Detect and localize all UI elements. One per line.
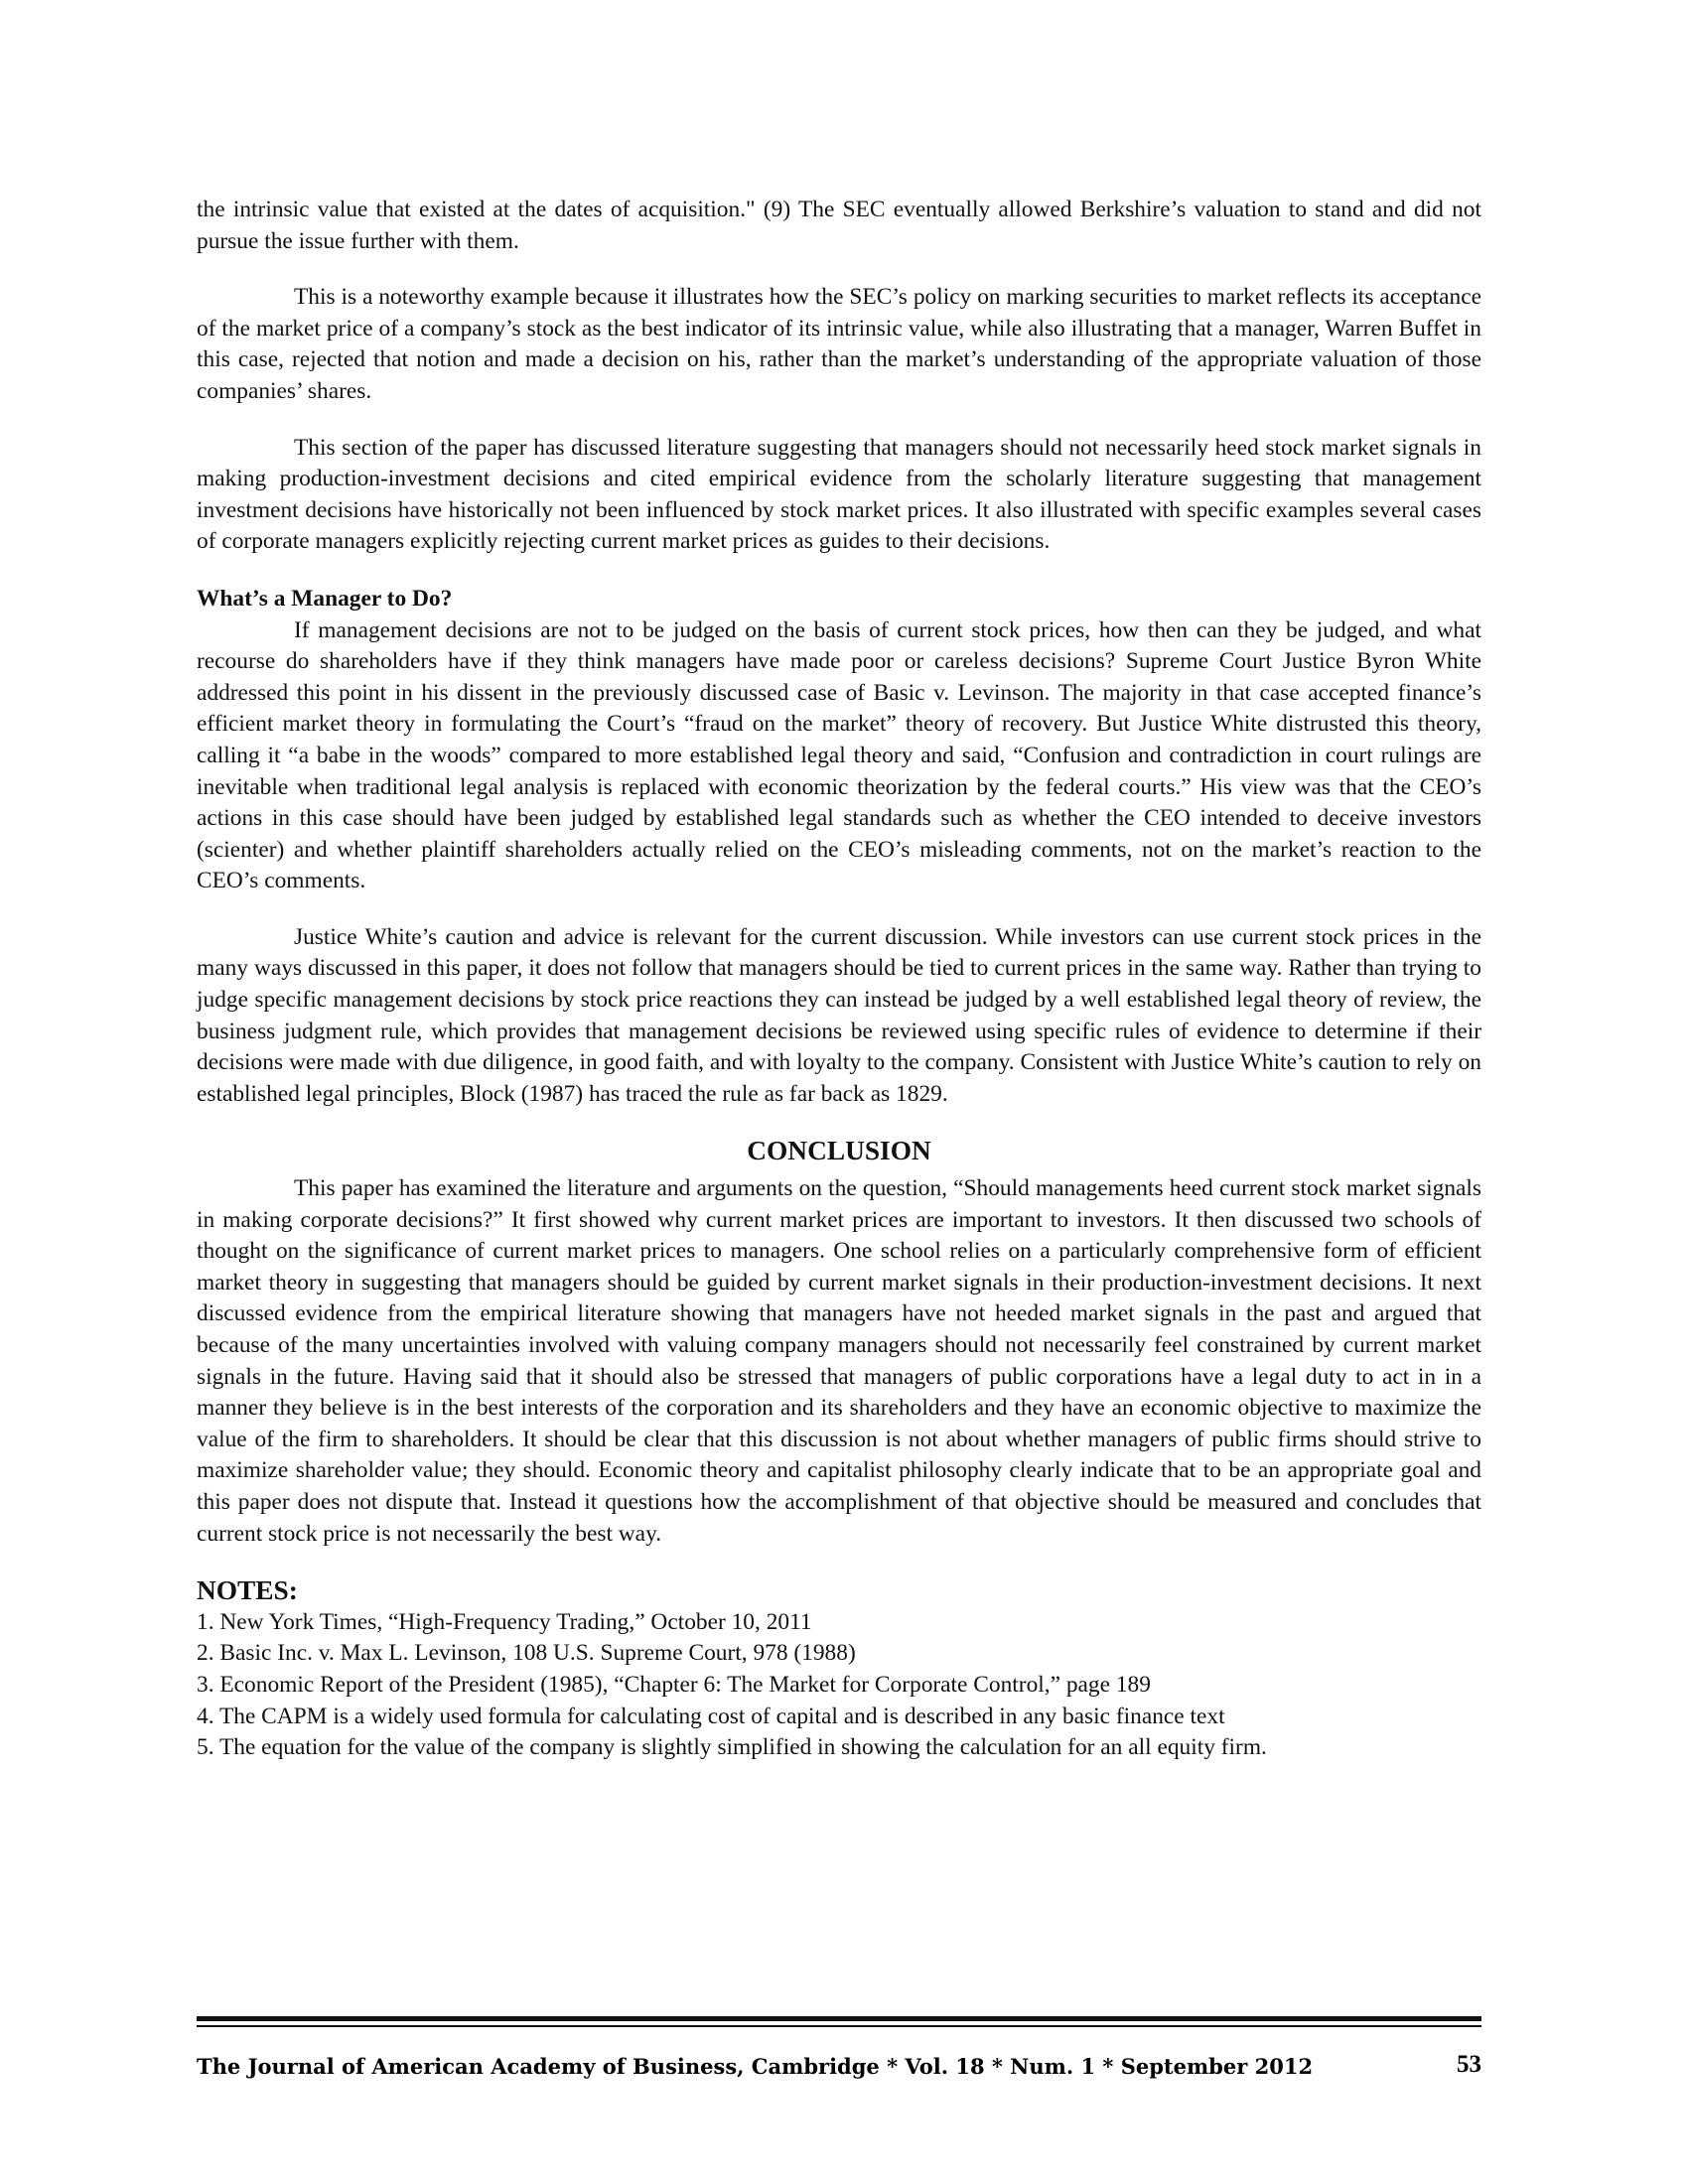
footer-rule-thick bbox=[197, 2016, 1481, 2021]
note-item: 2. Basic Inc. v. Max L. Levinson, 108 U.S. Supreme Court, 978 (1988) bbox=[197, 1640, 856, 1667]
section-heading-manager: What’s a Manager to Do? bbox=[197, 585, 453, 612]
section-heading-conclusion: CONCLUSION bbox=[747, 1136, 931, 1166]
footer-rule-thin bbox=[197, 2025, 1481, 2027]
paragraph-sec-example: This is a noteworthy example because it illustrates how the SEC’s policy on marking securities to market reflects its acceptance of the market price of a company’s stock as the best indicator of its intrinsic value, while also illustrating that a manager, Warren Buffet in this case, rejected that notion and made a decision on his, rather than the market’s understanding of the appropriate valuation of those companies’ shares. bbox=[197, 284, 1481, 404]
paragraph-justice-white: If management decisions are not to be judged on the basis of current stock prices, how then can they be judged, and what recourse do shareholders have if they think managers have made poor or careless decisions? Supreme Court Justice Byron White addressed this point in his dissent in the previously discussed case of Basic v. Levinson. The majority in that case accepted finance’s efficient market theory in formulating the Court’s “fraud on the market” theory of recovery. But Justice White distrusted this theory, calling it “a babe in the woods” compared to more established legal theory and said, “Confusion and contradiction in court rulings are inevitable when traditional legal analysis is replaced with economic theorization by the federal courts.” His view was that the CEO’s actions in this case should have been judged by established legal standards such as whether the CEO intended to deceive investors (scienter) and whether plaintiff shareholders actually relied on the CEO’s misleading comments, not on the market’s reaction to the CEO’s comments. bbox=[197, 616, 1481, 894]
footer-page-number: 53 bbox=[1457, 2051, 1481, 2078]
paragraph-section-summary: This section of the paper has discussed literature suggesting that managers should not necessarily heed stock market signals in making production-investment decisions and cited empirical evidence from the scholarly literature suggesting that management investment decisions have historically not been influenced by stock market prices. It also illustrated with specific examples several cases of corporate managers explicitly rejecting current market prices as guides to their decisions. bbox=[197, 434, 1481, 555]
note-item: 3. Economic Report of the President (1985), “Chapter 6: The Market for Corporate Control,” page 189 bbox=[197, 1671, 1151, 1698]
notes-list bbox=[197, 1607, 1481, 1764]
notes-heading: NOTES: bbox=[197, 1575, 298, 1606]
paragraph-business-judgment: Justice White’s caution and advice is relevant for the current discussion. While investors can use current stock prices in the many ways discussed in this paper, it does not follow that managers should be tied to current prices in the same way. Rather than trying to judge specific management decisions by stock price reactions they can instead be judged by a well established legal theory of review, the business judgment rule, which provides that management decisions be reviewed using specific rules of evidence to determine if their decisions were made with due diligence, in good faith, and with loyalty to the company. Consistent with Justice White’s caution to rely on established legal principles, Block (1987) has traced the rule as far back as 1829. bbox=[197, 923, 1481, 1107]
paragraph-berkshire-valuation: the intrinsic value that existed at the dates of acquisition." (9) The SEC eventually allowed Berkshire’s valuation to stand and did not pursue the issue further with them. bbox=[197, 197, 1481, 254]
footer-journal-citation: The Journal of American Academy of Business, Cambridge * Vol. 18 * Num. 1 * September 2012 bbox=[197, 2054, 1314, 2079]
paragraph-conclusion: This paper has examined the literature and arguments on the question, “Should managements heed current stock market signals in making corporate decisions?” It first showed why current market prices are important to investors. It then discussed two schools of thought on the significance of current market prices to managers. One school relies on a particularly comprehensive form of efficient market theory in suggesting that managers should be guided by current market signals in their production-investment decisions. It next discussed evidence from the empirical literature showing that managers have not heeded market signals in the past and argued that because of the many uncertainties involved with valuing company managers should not necessarily feel constrained by current market signals in the future. Having said that it should also be stressed that managers of public corporations have a legal duty to act in in a manner they believe is in the best interests of the corporation and its shareholders and they have an economic objective to maximize the value of the firm to shareholders. It should be clear that this discussion is not about whether managers of public firms should strive to maximize shareholder value; they should. Economic theory and capitalist philosophy clearly indicate that to be an appropriate goal and this paper does not dispute that. Instead it questions how the accomplishment of that objective should be measured and concludes that current stock price is not necessarily the best way. bbox=[197, 1175, 1481, 1547]
page-footer bbox=[197, 2051, 1481, 2086]
note-item: 1. New York Times, “High-Frequency Trading,” October 10, 2011 bbox=[197, 1608, 812, 1635]
note-item: 4. The CAPM is a widely used formula for calculating cost of capital and is described in any basic finance text bbox=[197, 1703, 1225, 1729]
note-item: 5. The equation for the value of the company is slightly simplified in showing the calculation for an all equity firm. bbox=[197, 1734, 1267, 1761]
page-body bbox=[197, 195, 1481, 1764]
